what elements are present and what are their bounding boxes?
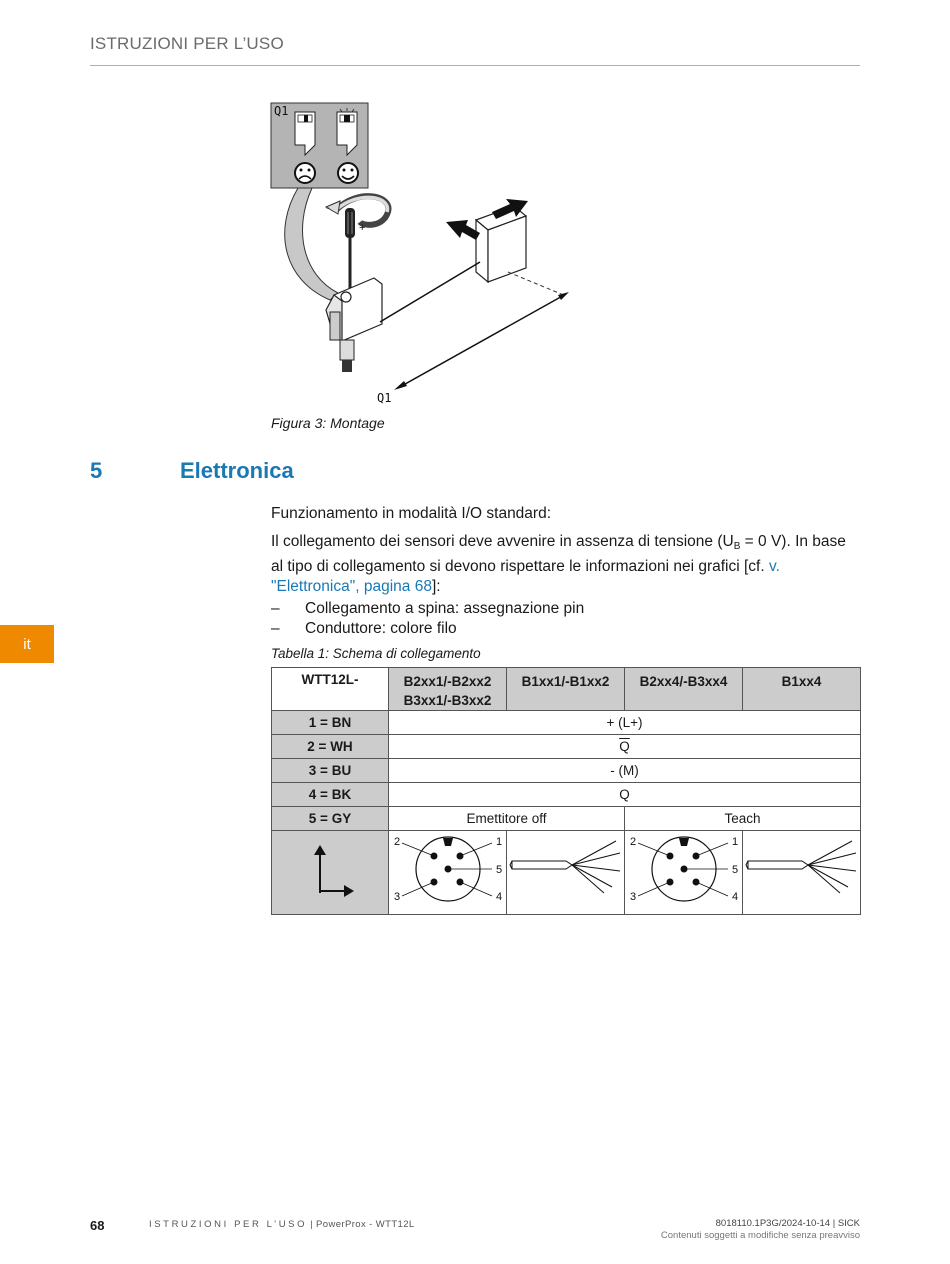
table-row bbox=[272, 759, 861, 783]
table-row bbox=[272, 711, 861, 735]
light-beam-line bbox=[380, 262, 480, 322]
pin-cell: 2 = WH bbox=[272, 735, 389, 759]
pin-label: 1 bbox=[495, 836, 502, 848]
value-cell: Emettitore off bbox=[389, 807, 625, 831]
q1-bottom-label: Q1 bbox=[377, 391, 392, 405]
dimension-extension bbox=[508, 272, 566, 296]
table-row bbox=[272, 807, 861, 831]
pin-label: 5 bbox=[731, 864, 738, 876]
footer-document-title: ISTRUZIONI PER L’USO | PowerProx - WTT12L bbox=[149, 1219, 415, 1230]
pin-label: 2 bbox=[393, 836, 400, 848]
value-cell: - (M) bbox=[389, 759, 861, 783]
axis-symbol-cell bbox=[272, 831, 389, 915]
value-cell: $\overline{Q}$ bbox=[389, 735, 861, 759]
pin-label: 3 bbox=[393, 891, 400, 903]
intro-paragraph: Funzionamento in modalità I/O standard: bbox=[271, 505, 552, 522]
value-cell: Teach bbox=[625, 807, 861, 831]
cable-cell bbox=[507, 831, 625, 915]
wiring-text-a: Il collegamento dei sensori deve avvenire in assenza di tensione (U bbox=[271, 533, 734, 550]
pin-label: 2 bbox=[629, 836, 636, 848]
pin-cell: 4 = BK bbox=[272, 783, 389, 807]
screwdriver-icon bbox=[345, 208, 355, 290]
q1-top-label: Q1 bbox=[274, 104, 289, 118]
pin-label: 3 bbox=[629, 891, 636, 903]
section-title: Elettronica bbox=[180, 458, 294, 483]
target-object bbox=[476, 206, 526, 282]
footer-disclaimer: Contenuti soggetti a modifiche senza preavviso bbox=[660, 1230, 860, 1241]
arrow-out-icon bbox=[446, 220, 480, 240]
value-cell: + (L+) bbox=[389, 711, 861, 735]
value-cell: Q bbox=[389, 783, 861, 807]
distance-dimension-line bbox=[398, 294, 566, 388]
table-header-cell: WTT12L- bbox=[272, 668, 389, 711]
page-number: 68 bbox=[90, 1218, 105, 1233]
list-item: – Conduttore: colore filo bbox=[271, 620, 457, 637]
cross-reference-link[interactable]: v. "Elettronica", pagina 68 bbox=[271, 558, 780, 595]
pin-label: 4 bbox=[495, 891, 502, 903]
cable-cell bbox=[743, 831, 861, 915]
pin-label: 4 bbox=[731, 891, 738, 903]
pin-cell: 3 = BU bbox=[272, 759, 389, 783]
pin-cell: 1 = BN bbox=[272, 711, 389, 735]
wiring-paragraph bbox=[271, 532, 856, 597]
mounting-illustration bbox=[268, 100, 588, 410]
list-item: – Collegamento a spina: assegnazione pin bbox=[271, 600, 585, 617]
footer-document-ref: 8018110.1P3G/2024-10-14 | SICK bbox=[715, 1218, 860, 1229]
cable-wires-icon bbox=[744, 831, 860, 911]
table-row bbox=[272, 783, 861, 807]
figure-mounting bbox=[268, 100, 588, 410]
table-header-row bbox=[272, 668, 861, 711]
wiring-table bbox=[271, 667, 861, 915]
wiring-subscript: B bbox=[733, 541, 741, 552]
happy-face-icon bbox=[338, 163, 358, 183]
sad-face-icon bbox=[295, 163, 315, 183]
connector-cell bbox=[389, 831, 507, 915]
coordinate-axes-icon bbox=[300, 841, 360, 901]
wiring-text-b: = 0 V). In base al tipo di collegamento si devono rispettare le informazioni nei grafici [cf. bbox=[271, 533, 846, 575]
bullet-list bbox=[271, 599, 584, 639]
figure-caption: Figura 3: Montage bbox=[271, 415, 385, 431]
connector-cell bbox=[625, 831, 743, 915]
minus-label: - bbox=[326, 202, 330, 214]
table-row bbox=[272, 735, 861, 759]
table-header-cell: B1xx1/-B1xx2 bbox=[507, 668, 625, 711]
table-header-cell: B1xx4 bbox=[743, 668, 861, 711]
connector-pinout-icon bbox=[390, 831, 506, 911]
table-caption: Tabella 1: Schema di collegamento bbox=[271, 646, 481, 661]
header-divider bbox=[90, 65, 860, 66]
connector-pinout-icon bbox=[626, 831, 742, 911]
plus-label: + bbox=[359, 222, 366, 234]
wiring-text-c: ]: bbox=[431, 578, 441, 595]
table-header-cell: B2xx1/-B2xx2 B3xx1/-B3xx2 bbox=[389, 668, 507, 711]
table-header-cell: B2xx4/-B3xx4 bbox=[625, 668, 743, 711]
page-header-title: ISTRUZIONI PER L’USO bbox=[90, 34, 284, 53]
pin-label: 5 bbox=[495, 864, 502, 876]
section-number: 5 bbox=[90, 458, 103, 483]
cable-wires-icon bbox=[508, 831, 624, 911]
language-tab[interactable]: it bbox=[0, 625, 54, 663]
pin-label: 1 bbox=[731, 836, 738, 848]
table-row bbox=[272, 831, 861, 915]
pin-cell: 5 = GY bbox=[272, 807, 389, 831]
